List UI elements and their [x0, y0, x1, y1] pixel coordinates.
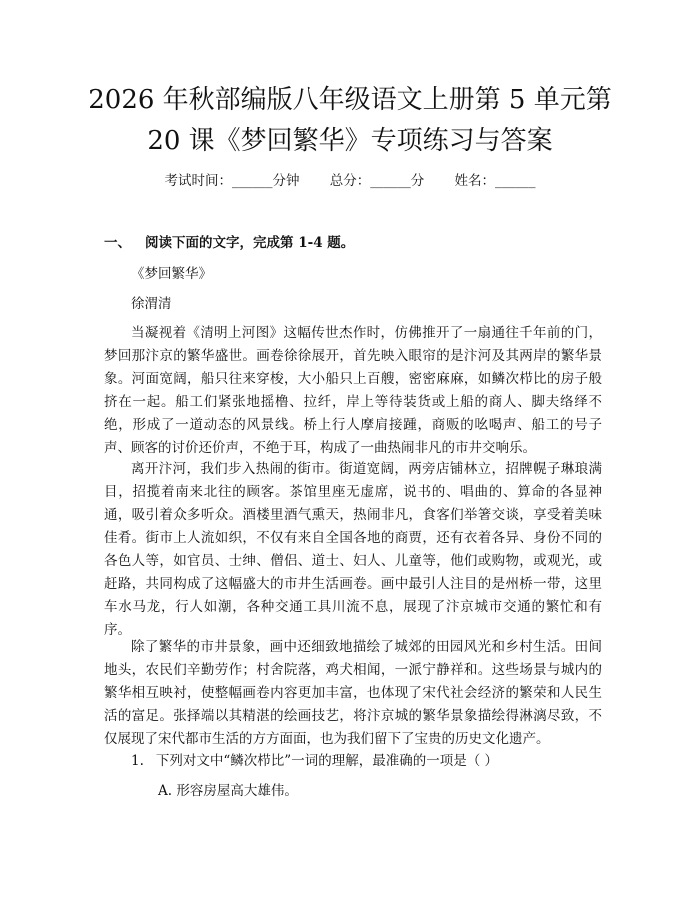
section-number: 一、	[104, 235, 131, 251]
question-option-a: A. 形容房屋高大雄伟。	[158, 783, 298, 799]
question-text: 下列对文中“鳞次栉比”一词的理解，最准确的一项是（ ）	[155, 753, 498, 769]
section-heading	[104, 231, 354, 251]
article-author: 徐渭清	[131, 296, 172, 312]
exam-name: 姓名：______	[454, 173, 536, 189]
article-paragraph-2: 离开汴河，我们步入热闹的街市。街道宽阔，两旁店铺林立，招牌幌子琳琅满目，招揽着南来北往的顾客。茶馆里座无虚席，说书的、唱曲的、算命的各显神通，吸引着众多听众。酒楼里酒气熏天，热闹非凡，食客们举箸交谈，享受着美味佳肴。街市上人流如织，不仅有来自全国各地的商贾，还有衣着各异、身份不同的各色人等，如官员、士绅、僧侣、道士、妇人、儿童等，他们或购物，或观光，或赶路，共同构成了这幅盛大的市井生活画卷。画中最引人注目的是州桥一带，这里车水马龙，行人如潮，各种交通工具川流不息，展现了汴京城市交通的繁忙和有序。	[104, 461, 602, 638]
question-number: 1.	[131, 753, 144, 769]
article-paragraph-1: 当凝视着《清明上河图》这幅传世杰作时，仿佛推开了一扇通往千年前的门，梦回那汴京的繁华盛世。画卷徐徐展开，首先映入眼帘的是汴河及其两岸的繁华景象。河面宽阔，船只往来穿梭，大小船只上百艘，密密麻麻，如鳞次栉比的房子般挤在一起。船工们紧张地摇橹、拉纤，岸上等待装货或上船的商人、脚夫络绎不绝，形成了一道动态的风景线。桥上行人摩肩接踵，商贩的吆喝声、船工的号子声、顾客的讨价还价声，不绝于耳，构成了一曲热闹非凡的市井交响乐。	[104, 325, 602, 456]
exam-time: 考试时间：______分钟	[164, 173, 300, 189]
document-title-line-1: 2026 年秋部编版八年级语文上册第 5 单元第	[88, 85, 612, 115]
question-1	[131, 749, 498, 769]
section-text: 阅读下面的文字，完成第 1-4 题。	[145, 235, 355, 251]
exam-info	[0, 169, 700, 189]
article-paragraph-3: 除了繁华的市井景象，画中还细致地描绘了城郊的田园风光和乡村生活。田间地头，农民们辛勤劳作；村舍院落，鸡犬相闻，一派宁静祥和。这些场景与城内的繁华相互映衬，使整幅画卷内容更加丰富，也体现了宋代社会经济的繁荣和人民生活的富足。张择端以其精湛的绘画技艺，将汴京城的繁华景象描绘得淋漓尽致，不仅展现了宋代都市生活的方方面面，也为我们留下了宝贵的历史文化遗产。	[104, 639, 602, 747]
document-title-line-2: 20 课《梦回繁华》专项练习与答案	[147, 126, 553, 156]
exam-score: 总分：______分	[329, 173, 425, 189]
article-title: 《梦回繁华》	[131, 266, 212, 282]
